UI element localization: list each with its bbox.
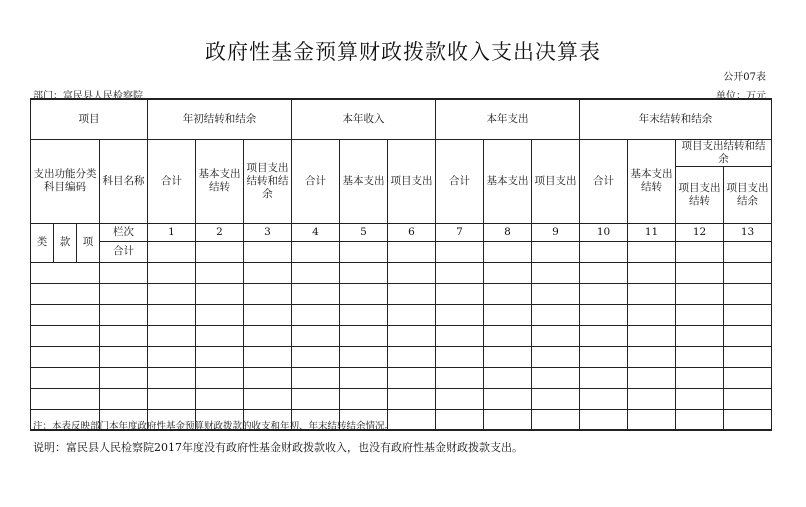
header-income-basic: 基本支出 <box>340 139 388 223</box>
table-row <box>31 325 772 346</box>
header-begin-basic-carry: 基本支出结转 <box>196 139 244 223</box>
explanation-text: 说明：富民县人民检察院2017年度没有政府性基金财政拨款收入，也没有政府性基金财政拨款支出。 <box>33 441 523 454</box>
header-expenditure: 本年支出 <box>436 99 580 139</box>
col-number: 4 <box>292 223 340 241</box>
header-item: 项目 <box>31 99 148 139</box>
col-number: 2 <box>196 223 244 241</box>
col-number: 6 <box>388 223 436 241</box>
col-number: 12 <box>676 223 724 241</box>
header-end-total: 合计 <box>580 139 628 223</box>
header-begin-project-carry-balance: 项目支出结转和结余 <box>244 139 292 223</box>
header-end-basic-carry: 基本支出结转 <box>628 139 676 223</box>
sum-row-label: 合计 <box>100 241 148 262</box>
table-row <box>31 388 772 409</box>
col-number: 1 <box>148 223 196 241</box>
header-end-project-carry: 项目支出结转 <box>676 166 724 223</box>
table-row <box>31 283 772 304</box>
header-end-balance: 年末结转和结余 <box>580 99 772 139</box>
col-number: 11 <box>628 223 676 241</box>
col-number: 13 <box>724 223 772 241</box>
header-exp-project: 项目支出 <box>532 139 580 223</box>
header-xiang: 项 <box>77 223 100 262</box>
col-number: 7 <box>436 223 484 241</box>
page-title: 政府性基金预算财政拨款收入支出决算表 <box>205 40 601 64</box>
col-number: 10 <box>580 223 628 241</box>
table-note: 注：本表反映部门本年度政府性基金预算财政拨款的收支和年初、年末结转结余情况。 <box>33 421 395 432</box>
header-income-project: 项目支出 <box>388 139 436 223</box>
budget-table <box>30 98 772 431</box>
table-row <box>31 262 772 283</box>
col-number: 8 <box>484 223 532 241</box>
table-row <box>31 367 772 388</box>
header-exp-basic: 基本支出 <box>484 139 532 223</box>
header-income-total: 合计 <box>292 139 340 223</box>
col-number: 5 <box>340 223 388 241</box>
form-number: 公开07表 <box>723 72 766 83</box>
unit-label: 单位：万元 <box>716 91 766 102</box>
table-row <box>31 304 772 325</box>
header-lei: 类 <box>31 223 54 262</box>
col-index-label: 栏次 <box>100 223 148 241</box>
header-begin-balance: 年初结转和结余 <box>148 99 292 139</box>
header-end-project-carry-balance: 项目支出结转和结余 <box>676 139 772 166</box>
col-number: 3 <box>244 223 292 241</box>
header-kuan: 款 <box>54 223 77 262</box>
department-label: 部门：富民县人民检察院 <box>33 91 143 102</box>
header-begin-total: 合计 <box>148 139 196 223</box>
header-income: 本年收入 <box>292 99 436 139</box>
header-subject-name: 科目名称 <box>100 139 148 223</box>
header-exp-total: 合计 <box>436 139 484 223</box>
table-row <box>31 346 772 367</box>
header-end-project-balance: 项目支出结余 <box>724 166 772 223</box>
header-func-code: 支出功能分类科目编码 <box>31 139 100 223</box>
col-number: 9 <box>532 223 580 241</box>
